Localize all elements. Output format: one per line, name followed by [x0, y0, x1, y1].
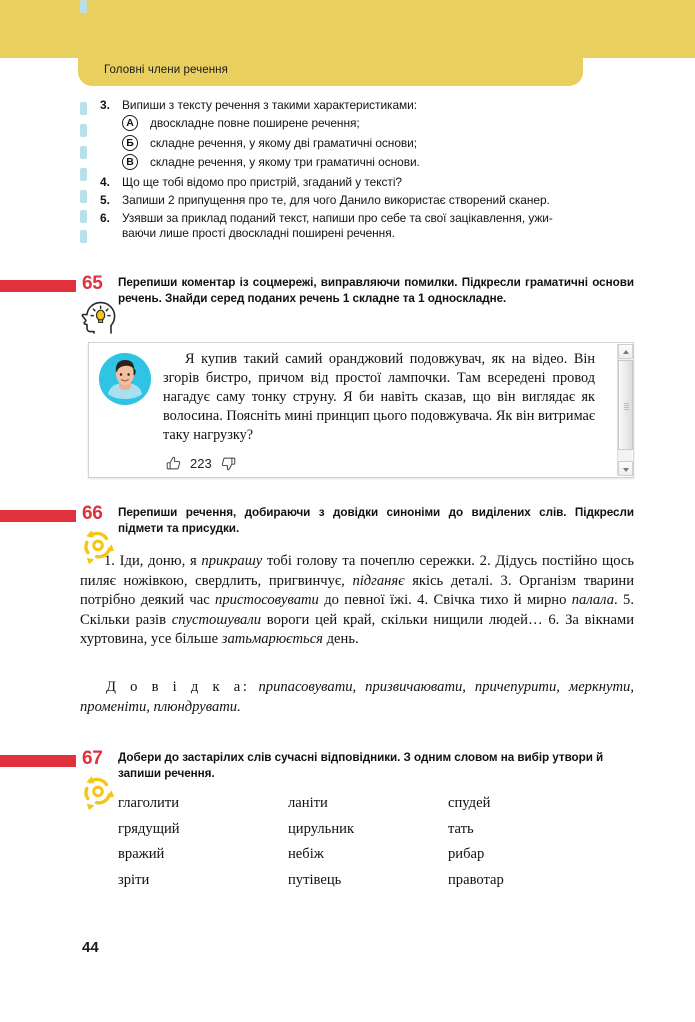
option-text: складне речення, у якому дві граматичні основи;	[150, 135, 418, 150]
margin-tick	[80, 168, 87, 181]
list-item	[100, 175, 660, 191]
option-letter-b: Б	[122, 135, 138, 151]
comment-scrollbar[interactable]	[617, 344, 632, 476]
list-item-option-a	[100, 116, 660, 132]
option-text: двоскладне повне поширене речення;	[150, 115, 360, 130]
circular-arrows-icon	[78, 772, 118, 815]
list-item	[100, 211, 660, 227]
obsolete-word: путівець	[288, 871, 342, 888]
obsolete-words-grid	[118, 793, 588, 890]
comment-reactions	[165, 455, 237, 472]
thumbs-down-icon[interactable]	[220, 455, 237, 472]
exercise-66-sentences: 1. Іди, доню, я прикрашу тобі голову та почеплю сережки. 2. Дідусь постійно щось пиляє ножівкою, свердлить, пригвинчує, підганяє якісь деталі. 3. Організм тварини потрібно деякий час пристосовувати до певної їжі. 4. Свічка тихо й мирно палала. 5. Скільки разів спустошували вороги цей край, скільки нищили людей… 6. За вікнами хуртовина, усе більше затьмарюється день.	[80, 553, 635, 648]
list-item-continuation	[100, 226, 660, 242]
margin-tick	[80, 102, 87, 115]
margin-tick	[80, 0, 87, 13]
scroll-up-arrow[interactable]	[618, 344, 633, 359]
exercise-65-number: 65	[82, 273, 103, 294]
margin-tick	[80, 124, 87, 137]
exercise-65-red-bar	[0, 280, 76, 292]
page-number: 44	[82, 939, 99, 956]
obsolete-word: вражий	[118, 846, 165, 862]
exercise-67-number: 67	[82, 748, 103, 769]
scrollbar-thumb[interactable]	[618, 360, 633, 450]
reference-label: Д о в і д к а:	[106, 679, 250, 695]
obsolete-word: глаголити	[118, 795, 180, 811]
like-count: 223	[190, 456, 212, 471]
margin-tick	[80, 230, 87, 243]
item-number: 4.	[100, 174, 110, 189]
exercise-66-red-bar	[0, 510, 76, 522]
list-item	[100, 193, 660, 209]
item-text: Запиши 2 припущення про те, для чого Данило використає створений сканер.	[122, 192, 550, 207]
margin-tick	[80, 146, 87, 159]
item-text: ваючи лише прості двоскладні поширені речення.	[122, 226, 395, 241]
exercise-67-red-bar	[0, 755, 76, 767]
obsolete-word: небіж	[288, 846, 324, 862]
task-list	[100, 98, 660, 244]
head-lightbulb-icon	[80, 300, 116, 339]
exercise-66-number: 66	[82, 503, 103, 524]
list-item	[100, 98, 660, 114]
margin-tick	[80, 210, 87, 223]
obsolete-word: ланіти	[288, 795, 328, 811]
exercise-66-reference	[80, 678, 634, 717]
option-text: складне речення, у якому три граматичні основи.	[150, 155, 420, 170]
chapter-title: Головні члени речення	[104, 64, 228, 76]
exercise-67-instruction: Добери до застарілих слів сучасні відповідники. З одним словом на вибір утвори й запиши речення.	[118, 751, 604, 780]
obsolete-word: рибар	[448, 846, 485, 862]
reference-words: припасовувати, призвичаювати, причепурити, меркнути, променіти, плюндрувати.	[80, 679, 634, 715]
scrollbar-grip	[624, 403, 629, 410]
obsolete-word: спудей	[448, 795, 491, 811]
top-yellow-band	[0, 0, 695, 58]
chapter-header-tab	[78, 58, 583, 86]
option-letter-a: А	[122, 115, 138, 131]
comment-text: Я купив такий самий оранджовий подовжувач, як на відео. Він згорів бистро, причом від простої лампочки. Там всередені провод нагадує саму тонку струну. Я би навіть сказав, що він виглядає як волосина. Поясніть мині принцип цього подовжувача. Як він витримає таку нагрузку?	[163, 351, 595, 443]
thumbs-up-icon[interactable]	[165, 455, 182, 472]
option-letter-v: В	[122, 154, 138, 170]
item-text: Узявши за приклад поданий текст, напиши про себе та свої зацікавлення, ужи-	[122, 210, 553, 225]
avatar	[99, 353, 151, 405]
margin-tick	[80, 190, 87, 203]
item-number: 3.	[100, 98, 110, 112]
item-text: Випиши з тексту речення з такими характеристиками:	[122, 98, 417, 112]
list-item-option-v	[100, 155, 660, 171]
item-number: 5.	[100, 192, 110, 207]
item-text: Що ще тобі відомо про пристрій, згаданий у тексті?	[122, 174, 402, 189]
obsolete-word: тать	[448, 820, 474, 837]
exercise-66-instruction: Перепиши речення, добираючи з довідки синоніми до виділених слів. Підкресли підмети та присудки.	[118, 506, 634, 535]
exercise-65-instruction: Перепиши коментар із соцмережі, виправляючи помилки. Підкресли граматичні основи речень. Знайди серед поданих речень 1 складне та 1 односкладне.	[118, 276, 634, 305]
item-number: 6.	[100, 210, 110, 225]
list-item-option-b	[100, 136, 660, 152]
social-comment-card	[88, 342, 634, 478]
scroll-down-arrow[interactable]	[618, 461, 633, 476]
obsolete-word: цирульник	[288, 820, 355, 837]
obsolete-word: правотар	[448, 871, 504, 888]
obsolete-word: грядущий	[118, 820, 180, 837]
obsolete-word: зріти	[118, 871, 150, 888]
